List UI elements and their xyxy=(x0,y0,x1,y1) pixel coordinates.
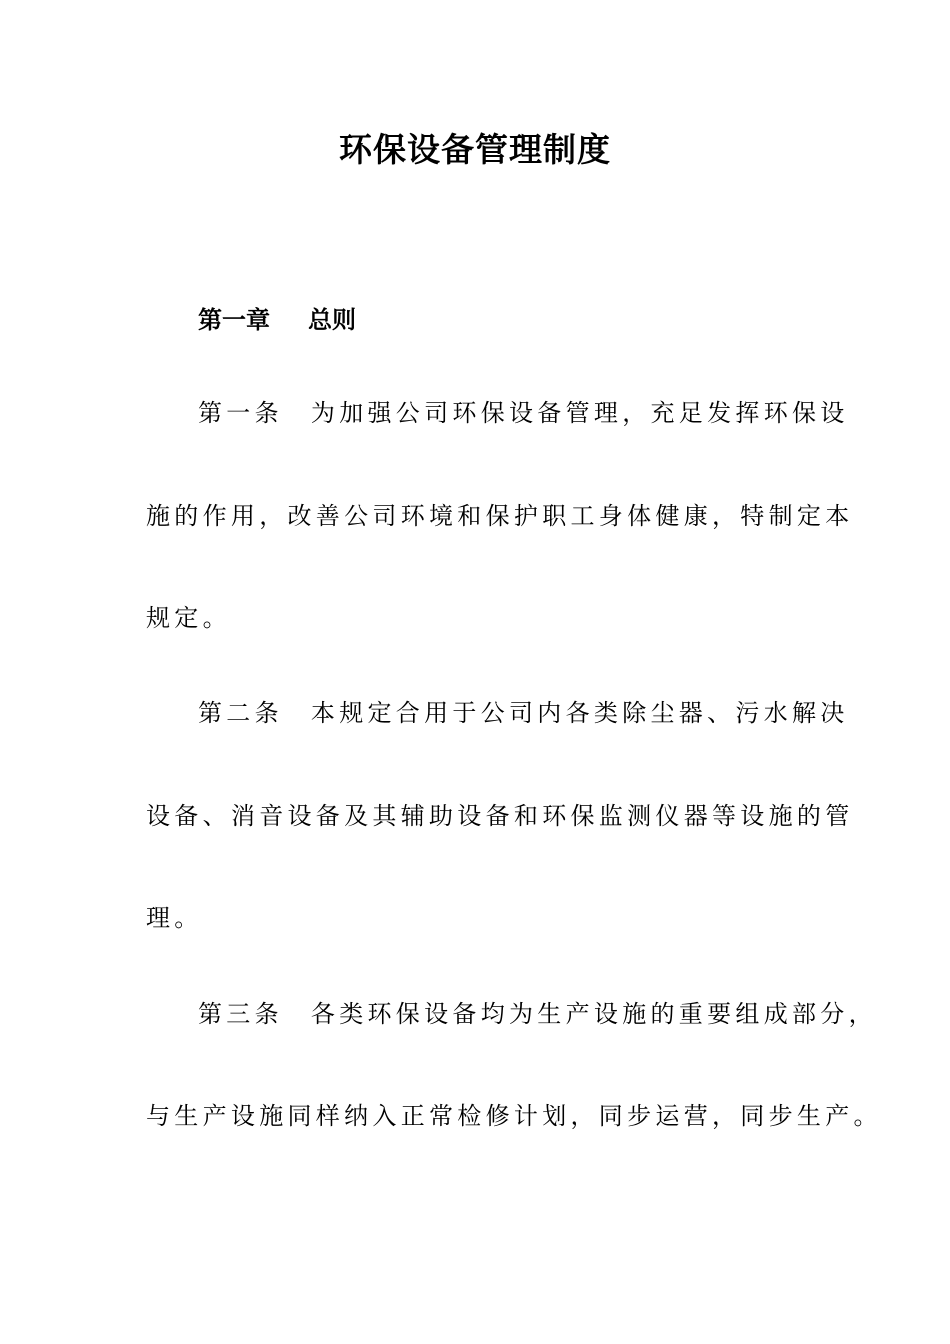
article-3-line-2: 与生产设施同样纳入正常检修计划，同步运营，同步生产。 xyxy=(146,1102,882,1130)
article-3-text-1: 各类环保设备均为生产设施的重要组成部分， xyxy=(310,1000,877,1028)
article-2-line-2: 设备、消音设备及其辅助设备和环保监测仪器等设施的管 xyxy=(146,802,854,830)
article-1-text-1: 为加强公司环保设备管理，充足发挥环保设 xyxy=(310,399,849,427)
article-1-line-3: 规定。 xyxy=(146,604,231,632)
article-1-line-2: 施的作用，改善公司环境和保护职工身体健康，特制定本 xyxy=(146,502,854,530)
document-title: 环保设备管理制度 xyxy=(339,130,611,169)
chapter-number: 第一章 xyxy=(198,306,270,334)
chapter-name: 总则 xyxy=(308,306,356,334)
article-1-number: 第一条 xyxy=(198,399,283,427)
article-1-line-1 xyxy=(198,395,849,431)
article-2-text-1: 本规定合用于公司内各类除尘器、污水解决 xyxy=(310,699,849,727)
article-3-number: 第三条 xyxy=(198,1000,283,1028)
article-2-number: 第二条 xyxy=(198,699,283,727)
article-2-line-3: 理。 xyxy=(146,904,203,932)
article-2-line-1 xyxy=(198,695,849,731)
chapter-heading xyxy=(198,302,356,338)
article-3-line-1 xyxy=(198,996,877,1032)
